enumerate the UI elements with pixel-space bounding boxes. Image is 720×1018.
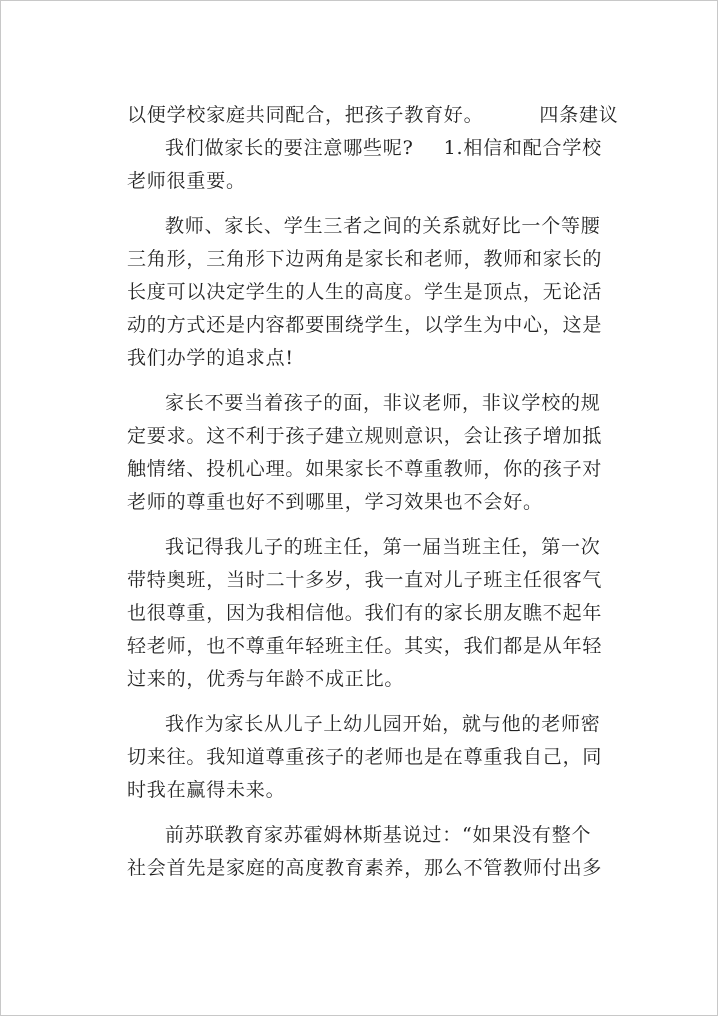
text-line: 带特奥班，当时二十多岁，我一直对儿子班主任很客气 [127,569,603,591]
paragraph-gap [127,696,599,708]
text-line: 教师、家长、学生三者之间的关系就好比一个等腰 [165,215,601,237]
section-heading: 四条建议 [539,104,619,126]
text-segment: 以便学校家庭共同配合，把孩子教育好。 [127,104,484,126]
text-line: 触情绪、投机心理。如果家长不尊重教师，你的孩子对 [127,458,603,480]
text-line: 我作为家长从儿子上幼儿园开始，就与他的老师密 [165,713,601,735]
text-line: 过来的，优秀与年龄不成正比。 [127,668,405,690]
text-segment: 我们做家长的要注意哪些呢? [165,137,414,159]
text-line: 也很尊重，因为我相信他。我们有的家长朋友瞧不起年 [127,602,603,624]
text-line: 我们办学的追求点! [127,347,294,369]
paragraph-gap [127,807,599,819]
text-line: 社会首先是家庭的高度教育素养，那么不管教师付出多 [127,857,603,879]
text-line: 三角形，三角形下边两角是家长和老师，教师和家长的 [127,248,603,270]
text-line: 动的方式还是内容都要围绕学生，以学生为中心，这是 [127,314,603,336]
text-line [127,132,602,165]
text-line: 切来往。我知道尊重孩子的老师也是在尊重我自己，同 [127,746,603,768]
text-line: 轻老师，也不尊重年轻班主任。其实，我们都是从年轻 [127,635,603,657]
document-body [127,99,619,885]
text-line: 老师很重要。 [127,170,246,192]
text-line: 长度可以决定学生的人生的高度。学生是顶点，无论活 [127,281,603,303]
text-line: 前苏联教育家苏霍姆林斯基说过：“如果没有整个 [165,824,592,846]
text-line: 我记得我儿子的班主任，第一届当班主任，第一次 [165,536,601,558]
paragraph-gap [127,519,599,531]
text-line [127,99,619,132]
paragraph-gap [127,375,599,387]
list-heading: 1.相信和配合学校 [443,137,602,159]
text-line: 定要求。这不利于孩子建立规则意识，会让孩子增加抵 [127,425,603,447]
text-line: 老师的尊重也好不到哪里，学习效果也不会好。 [127,491,543,513]
text-line: 家长不要当着孩子的面，非议老师，非议学校的规 [165,392,601,414]
paragraph-gap [127,198,599,210]
text-line: 时我在赢得未来。 [127,779,286,801]
